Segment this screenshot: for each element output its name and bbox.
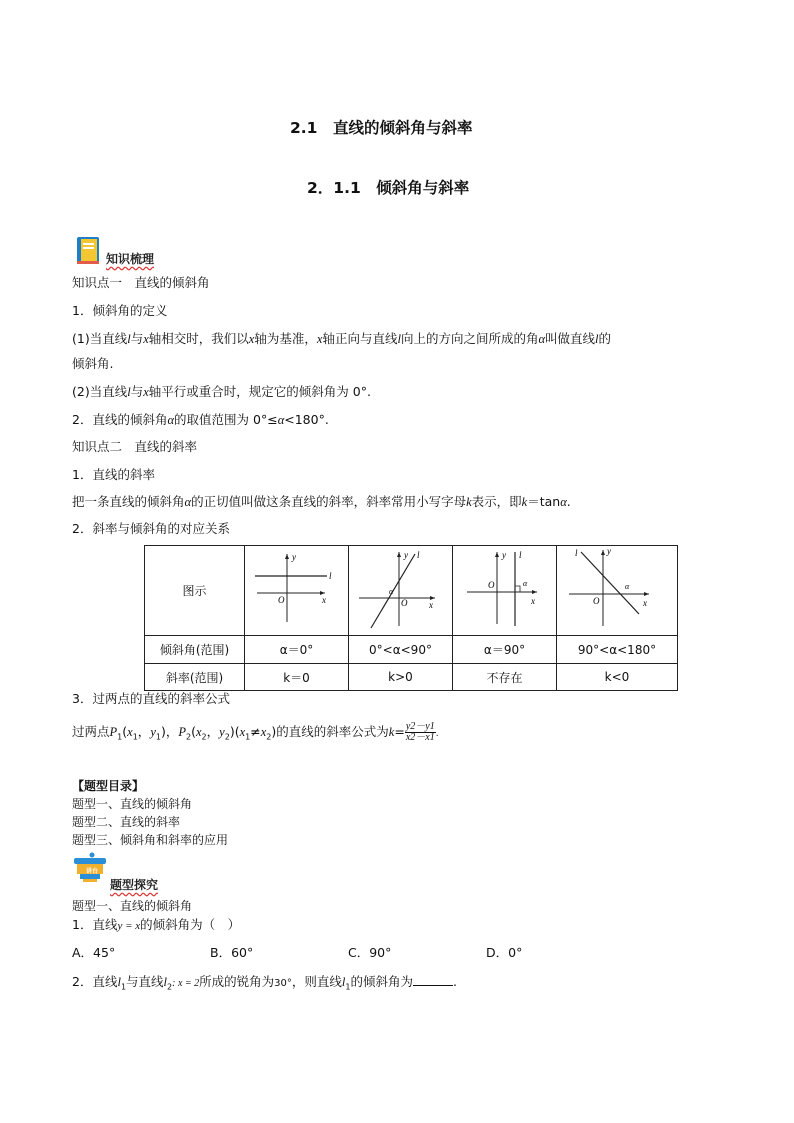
graph-cell-zero — [245, 546, 349, 636]
k1-paragraph-2: (2)当直线l与x轴平行或重合时，规定它的倾斜角为 0°. — [72, 384, 371, 399]
catalog-item: 题型一、直线的倾斜角 — [72, 797, 193, 811]
slope-fraction: $\frac{y2-y1}{x2-x1}$ — [405, 721, 435, 743]
svg-text:x: x — [531, 596, 535, 606]
q1-option-c[interactable]: C．90° — [348, 945, 392, 960]
knowledge-header: 知识梳理 — [106, 252, 155, 266]
row-label-angle: 倾斜角(范围) — [145, 636, 245, 664]
svg-text:x: x — [643, 598, 647, 608]
svg-text:α: α — [625, 582, 630, 591]
slope-cell: k＝0 — [245, 664, 349, 691]
angle-cell: 90°<α<180° — [557, 636, 678, 664]
row-label-graph: 图示 — [145, 546, 245, 636]
svg-text:O: O — [278, 595, 285, 605]
k2-heading: 知识点二 直线的斜率 — [72, 439, 198, 454]
svg-text:y: y — [502, 550, 506, 560]
k1-heading: 知识点一 直线的倾斜角 — [72, 275, 210, 290]
svg-text:α: α — [523, 579, 528, 588]
k1-paragraph-1-cont: 倾斜角. — [72, 356, 114, 371]
angle-slope-table — [144, 545, 678, 691]
catalog-item: 题型二、直线的斜率 — [72, 815, 181, 829]
question-1: 1．直线y = x的倾斜角为（ ） — [72, 917, 241, 932]
k2-formula-title: 3．过两点的直线的斜率公式 — [72, 691, 230, 706]
graph-cell-right — [453, 546, 557, 636]
catalog-item: 题型三、倾斜角和斜率的应用 — [72, 833, 229, 847]
k1-range: 2．直线的倾斜角α的取值范围为 0°≤α<180°. — [72, 412, 329, 427]
catalog-heading: 【题型目录】 — [72, 779, 145, 793]
k2-formula: 过两点$P_1(x_1$，$y_1$)，$P_2(x_2$，$y_2)(x_1\ne x_2)$的直线的斜率公式为k= $\frac{y2-y1}{x2-x1}$ . — [72, 721, 439, 743]
svg-text:O: O — [488, 580, 495, 590]
svg-text:y: y — [404, 550, 408, 560]
graph-negative-slope — [557, 546, 677, 632]
page-title: 2.1 直线的倾斜角与斜率 — [290, 119, 473, 137]
k2-corr-title: 2．斜率与倾斜角的对应关系 — [72, 521, 230, 536]
svg-text:l: l — [575, 548, 578, 558]
svg-text:l: l — [329, 571, 332, 581]
k2-slope-def: 把一条直线的倾斜角α的正切值叫做这条直线的斜率，斜率常用小写字母k表示，即k＝tanα. — [72, 494, 571, 509]
graph-positive-slope — [349, 546, 452, 632]
graph-cell-obtuse — [557, 546, 678, 636]
slope-cell: 不存在 — [453, 664, 557, 691]
svg-text:x: x — [322, 595, 326, 605]
angle-cell: α＝0° — [245, 636, 349, 664]
svg-text:O: O — [401, 598, 408, 608]
svg-text:α: α — [389, 587, 394, 596]
slope-cell: k>0 — [349, 664, 453, 691]
q1-option-b[interactable]: B．60° — [210, 945, 254, 960]
graph-vertical-line — [453, 546, 556, 632]
graph-horizontal-line — [245, 546, 348, 632]
angle-cell: 0°<α<90° — [349, 636, 453, 664]
k1-def-title: 1．倾斜角的定义 — [72, 303, 168, 318]
explore-header: 题型探究 — [110, 878, 159, 892]
q1-option-a[interactable]: A．45° — [72, 945, 116, 960]
section-title: 2．1.1 倾斜角与斜率 — [307, 179, 470, 197]
row-label-slope: 斜率(范围) — [145, 664, 245, 691]
lectern-badge: 讲台 — [86, 868, 99, 875]
k1-paragraph-1: (1)当直线l与x轴相交时，我们以x轴为基准，x轴正向与直线l向上的方向之间所成的角α叫做直线l的 — [72, 331, 612, 346]
svg-text:x: x — [429, 600, 433, 610]
svg-text:l: l — [417, 550, 420, 560]
svg-text:O: O — [593, 596, 600, 606]
answer-blank[interactable] — [413, 975, 453, 986]
book-icon — [74, 236, 104, 269]
svg-text:l: l — [519, 550, 522, 560]
q1-option-d[interactable]: D．0° — [486, 945, 523, 960]
svg-text:y: y — [607, 546, 611, 556]
slope-cell: k<0 — [557, 664, 678, 691]
question-2: 2．直线$l_1$与直线$l_2$: x = 2所成的锐角为30°，则直线$l_1$的倾斜角为 . — [72, 974, 457, 992]
graph-cell-acute — [349, 546, 453, 636]
svg-text:y: y — [292, 552, 296, 562]
angle-cell: α＝90° — [453, 636, 557, 664]
type1-heading: 题型一、直线的倾斜角 — [72, 899, 193, 913]
k2-slope-title: 1．直线的斜率 — [72, 467, 155, 482]
